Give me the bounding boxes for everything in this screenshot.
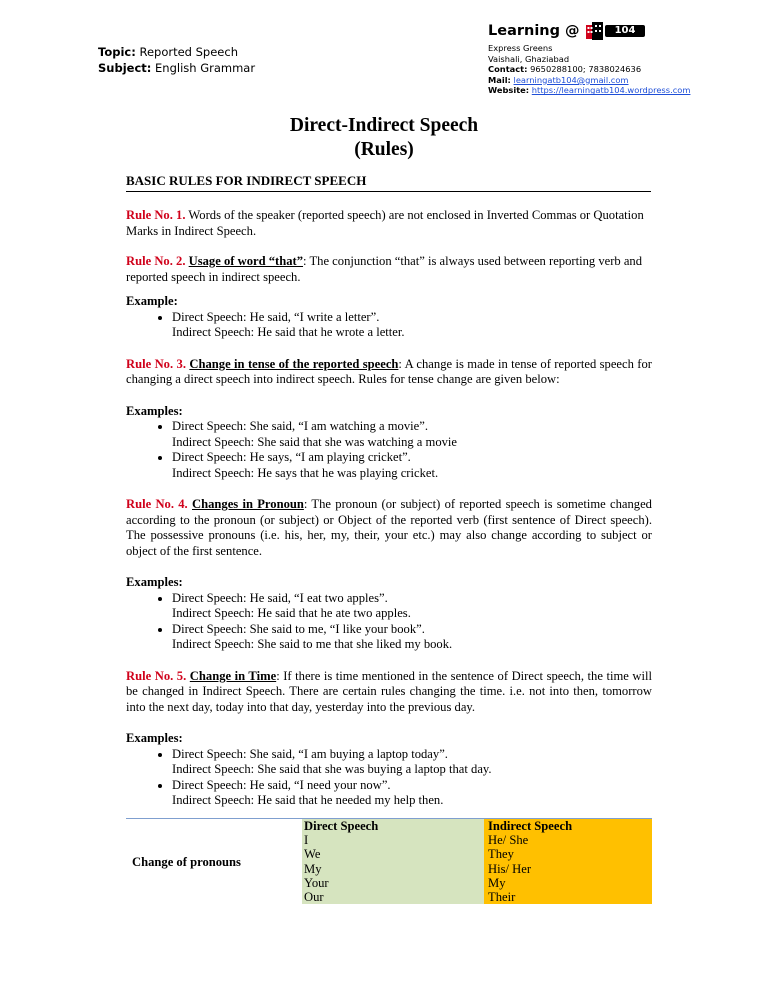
rule-3-title: Change in tense of the reported speech	[189, 356, 399, 371]
rule-5-text: : If there is time mentioned in the sentence of Direct speech, the time will be changed in Indirect Speech. There are certain rules changing the time. i.e. not into then, tomorrow into the next day, today into that day, yesterday into the previous day.	[126, 668, 652, 714]
table-row	[126, 819, 652, 905]
rule-3-example-label: Examples:	[126, 403, 183, 418]
rule-3-label: Rule No. 3.	[126, 356, 186, 371]
website-line	[488, 85, 690, 96]
direct-cell: Our	[304, 890, 324, 905]
rule-2-text: : The conjunction “that” is always used between reporting verb and reported speech in indirect speech.	[126, 254, 643, 284]
indirect-example: Indirect Speech: He said that he ate two apples.	[172, 606, 411, 620]
rule-4	[126, 497, 652, 559]
contact-line	[488, 64, 690, 75]
section-heading: BASIC RULES FOR INDIRECT SPEECH	[126, 173, 651, 192]
direct-example: Direct Speech: He said, “I eat two apples”.	[172, 590, 388, 605]
list-item	[172, 747, 652, 778]
direct-cell: We	[304, 847, 321, 862]
topic-value: Reported Speech	[139, 45, 238, 59]
subject-line	[98, 60, 255, 76]
rule-2-examples	[126, 310, 652, 341]
indirect-cell: His/ Her	[488, 861, 532, 876]
rules-content	[126, 208, 652, 809]
indirect-cell: He/ She	[488, 833, 529, 848]
rule-2-label: Rule No. 2.	[126, 254, 186, 268]
direct-example: Direct Speech: She said to me, “I like your book”.	[172, 621, 425, 636]
indirect-example: Indirect Speech: She said that she was watching a movie	[172, 434, 458, 449]
mail-link[interactable]: learningatb104@gmail.com	[513, 74, 629, 85]
indirect-column	[484, 819, 652, 905]
rule-1-text: Words of the speaker (reported speech) are not enclosed in Inverted Commas or Quotation Marks in Indirect Speech.	[126, 208, 644, 238]
mail-line	[488, 75, 690, 86]
topic-subject-block	[98, 44, 255, 76]
rule-5-example-label: Examples:	[126, 731, 183, 745]
indirect-cell: My	[488, 875, 506, 890]
brand-row	[488, 20, 690, 42]
indirect-example: Indirect Speech: She said that she was buying a laptop that day.	[172, 762, 492, 776]
website-link[interactable]: https://learningatb104.wordpress.com	[531, 85, 691, 96]
rule-3-examples	[126, 419, 652, 481]
indirect-cell: Their	[488, 890, 516, 905]
direct-example: Direct Speech: He said, “I need your now”.	[172, 777, 391, 792]
title-line-1: Direct-Indirect Speech	[289, 115, 479, 136]
rule-5-examples	[126, 747, 652, 809]
list-item	[172, 419, 652, 450]
direct-example: Direct Speech: She said, “I am buying a laptop today”.	[172, 746, 448, 761]
address-line-2: Vaishali, Ghaziabad	[488, 53, 570, 64]
rule-4-example-label: Examples:	[126, 575, 183, 589]
direct-cell: I	[304, 833, 309, 848]
rule-3	[126, 357, 652, 388]
direct-example: Direct Speech: He says, “I am playing cricket”.	[172, 450, 411, 464]
list-item	[172, 591, 652, 622]
direct-example: Direct Speech: He said, “I write a letter”.	[172, 309, 380, 324]
rule-2-title: Usage of word “that”	[188, 254, 304, 268]
pronoun-change-table	[126, 818, 652, 904]
indirect-example: Indirect Speech: He says that he was playing cricket.	[172, 465, 439, 480]
pronoun-row-label: Change of pronouns	[126, 819, 302, 905]
title-line-2: (Rules)	[354, 139, 414, 160]
rule-2	[126, 254, 652, 285]
indirect-example: Indirect Speech: She said to me that she liked my book.	[172, 637, 453, 651]
list-item	[172, 310, 652, 341]
brand-block	[488, 20, 690, 96]
subject-label: Subject:	[98, 61, 152, 75]
address-line-1: Express Greens	[488, 43, 553, 53]
indirect-example: Indirect Speech: He said that he needed my help then.	[172, 793, 444, 807]
website-label: Website:	[488, 85, 530, 96]
direct-header: Direct Speech	[304, 819, 379, 833]
page-title	[0, 114, 768, 162]
rule-3-text: : A change is made in tense of reported speech for changing a direct speech into indirect speech. Rules for tense change are given below:	[126, 356, 652, 386]
subject-value: English Grammar	[155, 61, 256, 75]
indirect-example: Indirect Speech: He said that he wrote a letter.	[172, 325, 405, 339]
rule-5	[126, 669, 652, 716]
direct-example: Direct Speech: She said, “I am watching a movie”.	[172, 419, 428, 433]
rule-4-text: : The pronoun (or subject) of reported speech is sometime changed according to the pronoun (or subject) or Object of the reported verb (first sentence of Direct speech). The possessive pronouns (i.e. his, her, my, their, your etc.) may also change according to subject or object of the first sentence.	[126, 497, 652, 558]
indirect-header: Indirect Speech	[488, 819, 573, 833]
topic-label: Topic:	[98, 45, 136, 59]
rule-1-label: Rule No. 1.	[126, 208, 186, 222]
direct-cell: My	[304, 861, 322, 876]
direct-cell: Your	[304, 875, 329, 890]
indirect-cell: They	[488, 847, 514, 862]
rule-2-example-label: Example:	[126, 294, 178, 308]
building-logo-icon	[583, 21, 605, 41]
rule-5-label: Rule No. 5.	[126, 668, 187, 683]
contact-value: 9650288100; 7838024636	[530, 64, 642, 75]
direct-column	[302, 819, 484, 905]
list-item	[172, 450, 652, 481]
rule-5-title: Change in Time	[189, 668, 277, 683]
rule-4-label: Rule No. 4.	[126, 497, 188, 511]
brand-name: Learning @	[488, 22, 580, 39]
topic-line	[98, 44, 255, 60]
list-item	[172, 778, 652, 809]
rule-1	[126, 208, 652, 239]
list-item	[172, 622, 652, 653]
rule-4-title: Changes in Pronoun	[192, 497, 304, 511]
brand-badge: 104	[605, 25, 646, 38]
contact-label: Contact:	[488, 64, 528, 75]
mail-label: Mail:	[488, 74, 511, 85]
rule-4-examples	[126, 591, 652, 653]
